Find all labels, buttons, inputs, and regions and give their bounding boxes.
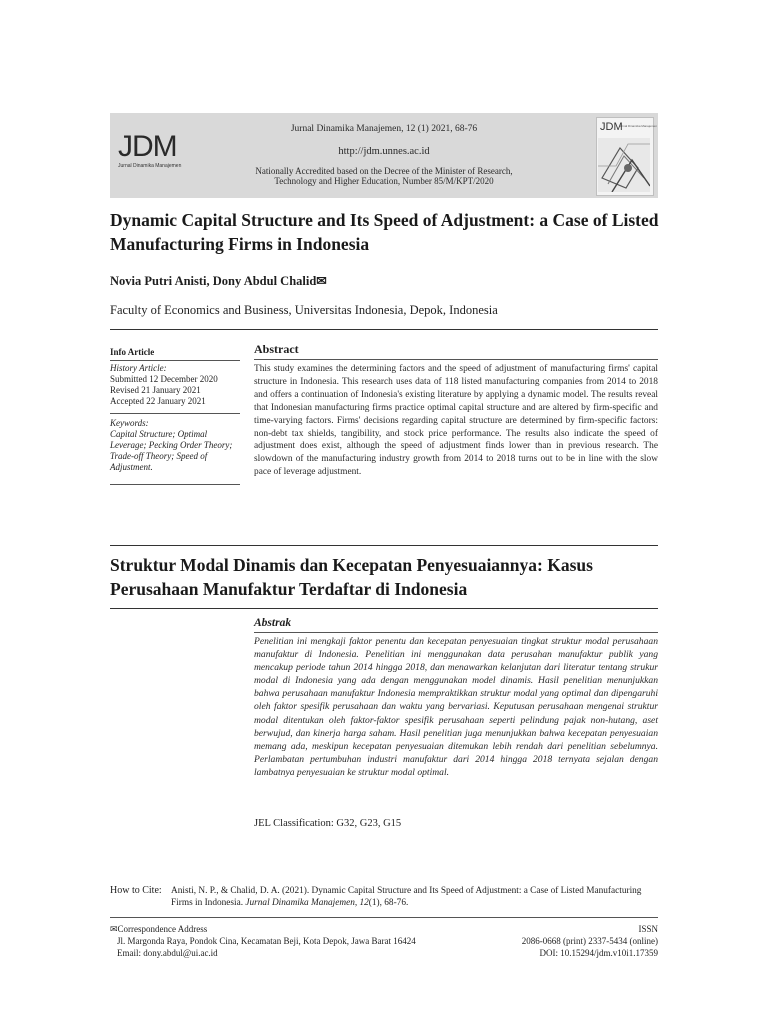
history-label: History Article: bbox=[110, 363, 167, 373]
abstrak-divider bbox=[254, 632, 658, 633]
doi-link[interactable]: DOI: 10.15294/jdm.v10i1.17359 bbox=[539, 948, 658, 958]
how-to-cite-text bbox=[171, 885, 661, 909]
citation-journal: Jurnal Dinamika Manajemen, 12 bbox=[245, 898, 369, 908]
cover-logo: JDM bbox=[600, 121, 623, 133]
section-divider bbox=[110, 608, 658, 609]
info-article-heading: Info Article bbox=[110, 347, 155, 357]
citation-main: Anisti, N. P., & Chalid, D. A. (2021). Dynamic Capital Structure and Its Speed of Adjustment: a Case of Listed Manufacturing Firms in Indonesia. bbox=[171, 886, 642, 908]
section-divider bbox=[110, 329, 658, 330]
journal-logo: JDM bbox=[118, 130, 177, 163]
jel-classification: JEL Classification: G32, G23, G15 bbox=[254, 818, 402, 829]
author-affiliation: Faculty of Economics and Business, Universitas Indonesia, Depok, Indonesia bbox=[110, 303, 498, 317]
journal-url[interactable]: http://jdm.unnes.ac.id bbox=[338, 146, 430, 157]
correspondence-email[interactable]: Email: dony.abdul@ui.ac.id bbox=[117, 948, 218, 958]
correspondence-address: Jl. Margonda Raya, Pondok Cina, Kecamatan Beji, Kota Depok, Jawa Barat 16424 bbox=[117, 936, 416, 946]
how-to-cite-label: How to Cite: bbox=[110, 885, 162, 896]
abstrak-heading: Abstrak bbox=[254, 617, 292, 629]
accepted-date: Accepted 22 January 2021 bbox=[110, 396, 206, 406]
article-authors: Novia Putri Anisti, Dony Abdul Chalid✉ bbox=[110, 274, 327, 288]
section-divider bbox=[110, 545, 658, 546]
revised-date: Revised 21 January 2021 bbox=[110, 385, 201, 395]
abstract-divider bbox=[254, 359, 658, 360]
cover-artwork-icon bbox=[598, 138, 650, 192]
journal-citation-line: Jurnal Dinamika Manajemen, 12 (1) 2021, 68-76 bbox=[290, 124, 478, 134]
abstract-body: This study examines the determining factors and the speed of adjustment of manufacturing firms' capital structure in Indonesia. This research uses data of 118 listed manufacturing companies from 2014 to 2018 and offers a continuation of Indonesia's existing literature by applying a dynamic model. The results reveal that Indonesian manufacturing firms practice optimal capital structure and are altered by firm-specific and time-varying factors. Firms' decisions regarding capital structure are determined by firm-specific factors: non-debt tax shields, tangibility, and stock price performance. The results also indicate the speed of adjustment does exist, although the speed of adjustment finds lower than in previous research. The slowdown of the manufacturing industry growth from 2014 to 2018 turns out to be in line with the slow pace of leverage adjustment. bbox=[254, 364, 658, 478]
info-divider bbox=[110, 413, 240, 414]
citation-end: (1), 68-76. bbox=[368, 898, 409, 908]
accreditation-line-2: Technology and Higher Education, Number 85/M/KPT/2020 bbox=[274, 176, 494, 186]
info-divider bbox=[110, 360, 240, 361]
accreditation-line-1: Nationally Accredited based on the Decree of the Minister of Research, bbox=[255, 166, 513, 176]
issn-label: ISSN bbox=[638, 924, 658, 934]
abstract-heading: Abstract bbox=[254, 342, 299, 356]
journal-logo-subtitle: Jurnal Dinamika Manajemen bbox=[118, 163, 182, 169]
article-title-english: Dynamic Capital Structure and Its Speed of Adjustment: a Case of Listed Manufacturing Firms in Indonesia bbox=[110, 210, 659, 254]
article-title-indonesian: Struktur Modal Dinamis dan Kecepatan Penyesuaiannya: Kasus Perusahaan Manufaktur Terdaftar di Indonesia bbox=[110, 555, 593, 599]
correspondence-label: ✉Correspondence Address bbox=[110, 924, 208, 934]
info-divider bbox=[110, 484, 240, 485]
footer-divider bbox=[110, 917, 658, 918]
submitted-date: Submitted 12 December 2020 bbox=[110, 374, 218, 384]
abstrak-body: Penelitian ini mengkaji faktor penentu dan kecepatan penyesuaian tingkat struktur modal perusahaan manufaktur di Indonesia. Penelitian ini menggunakan data perusahan manufaktur publik yang mencakup periode tahun 2014 hingga 2018, dan menawarkan kelanjutan dari literatur tentang strukur modal di Indonesia yang ada dengan menggunakan model dinamis. Hasil penelitian menunjukkan bahwa perusahaan manufaktur Indonesia mempraktikkan struktur modal yang optimal dan dipengaruhi oleh faktor spesifik perusahaan dan waktu yang bervariasi. Keputusan perusahaan mengenai struktur modal ditentukan oleh faktor-faktor spesifik perusahaan seperti pelindung pajak non-hutang, aset berwujud, dan kinerja harga saham. Hasil penelitian juga menunjukkan bahwa kecepatan penyesuaian memang ada, meskipun kecepatan penyesuaian ditemukan lebih rendah dari penelitian sebelumnya. Perlambatan pertumbuhan industri manufaktur dari 2014 hingga 2018 ternyata sejalan dengan lambatnya penyesuaian ke struktur modal optimal. bbox=[254, 636, 658, 778]
keywords-label: Keywords: bbox=[110, 418, 149, 428]
issn-numbers: 2086-0668 (print) 2337-5434 (online) bbox=[521, 936, 658, 946]
keywords-list: Capital Structure; Optimal Leverage; Pecking Order Theory; Trade-off Theory; Speed of Adjustment. bbox=[110, 429, 233, 472]
cover-logo-subtitle: Jurnal Dinamika Manajemen bbox=[619, 124, 658, 128]
